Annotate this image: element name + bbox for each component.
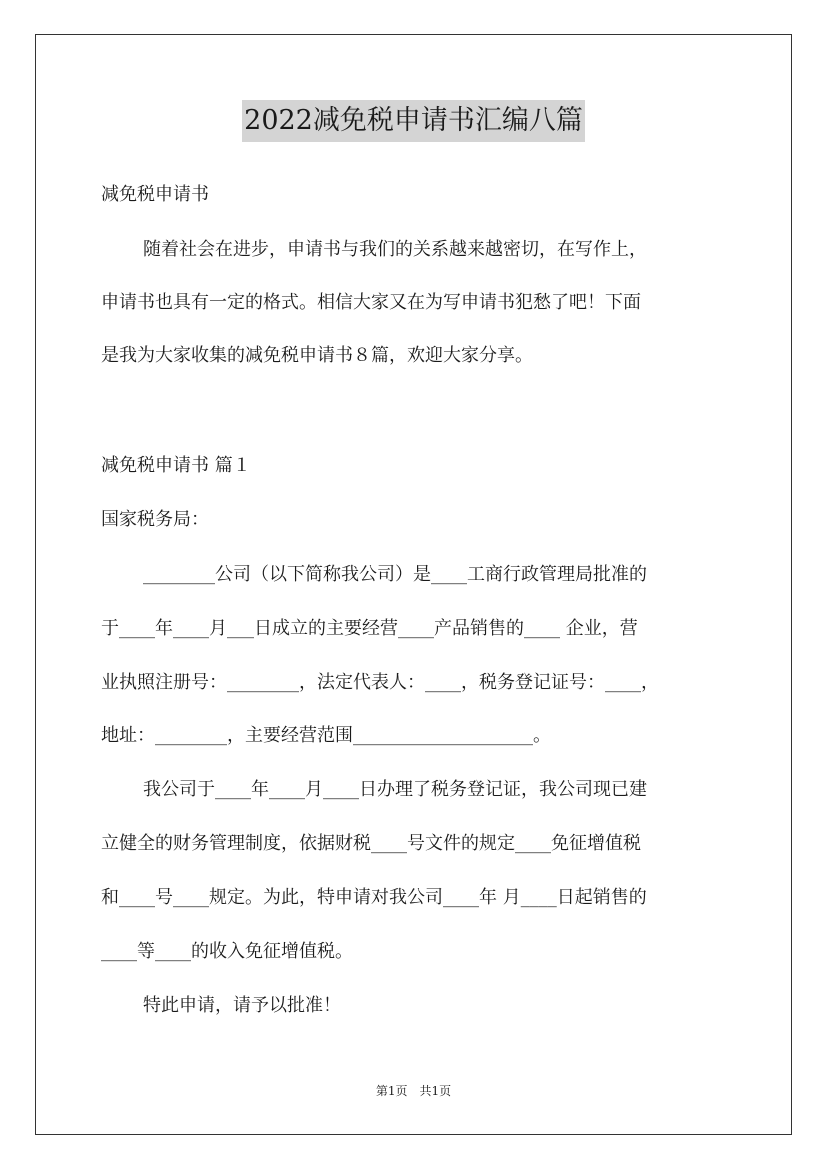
salutation: 国家税务局： (101, 509, 209, 530)
section-heading: 减免税申请书 篇１ (101, 455, 251, 476)
intro-line-2: 申请书也具有一定的格式。相信大家又在为写申请书犯愁了吧！下面 (101, 292, 641, 313)
intro-line-3: 是我为大家收集的减免税申请书８篇，欢迎大家分享。 (101, 345, 533, 366)
document-title: 2022减免税申请书汇编八篇 (242, 100, 585, 142)
paragraph-1-line-1: ________公司（以下简称我公司）是____工商行政管理局批准的 (143, 564, 647, 585)
title-container (0, 100, 827, 142)
intro-heading: 减免税申请书 (101, 184, 209, 205)
page-footer: 第1页 共1页 (375, 1084, 452, 1098)
closing-line: 特此申请，请予以批准！ (143, 995, 341, 1016)
paragraph-1-line-4: 地址：________，主要经营范围____________________。 (101, 725, 551, 746)
paragraph-2-line-3: 和____号____规定。为此，特申请对我公司____年 月____日起销售的 (101, 887, 647, 908)
paragraph-1-line-3: 业执照注册号：________，法定代表人：____，税务登记证号：____， (101, 672, 659, 693)
paragraph-2-line-2: 立健全的财务管理制度，依据财税____号文件的规定____免征增值税 (101, 833, 641, 854)
intro-line-1: 随着社会在进步，申请书与我们的关系越来越密切，在写作上， (143, 239, 647, 260)
paragraph-1-line-2: 于____年____月___日成立的主要经营____产品销售的____ 企业，营 (101, 618, 638, 639)
paragraph-2-line-4: ____等____的收入免征增值税。 (101, 941, 353, 962)
paragraph-2-line-1: 我公司于____年____月____日办理了税务登记证，我公司现已建 (143, 779, 647, 800)
